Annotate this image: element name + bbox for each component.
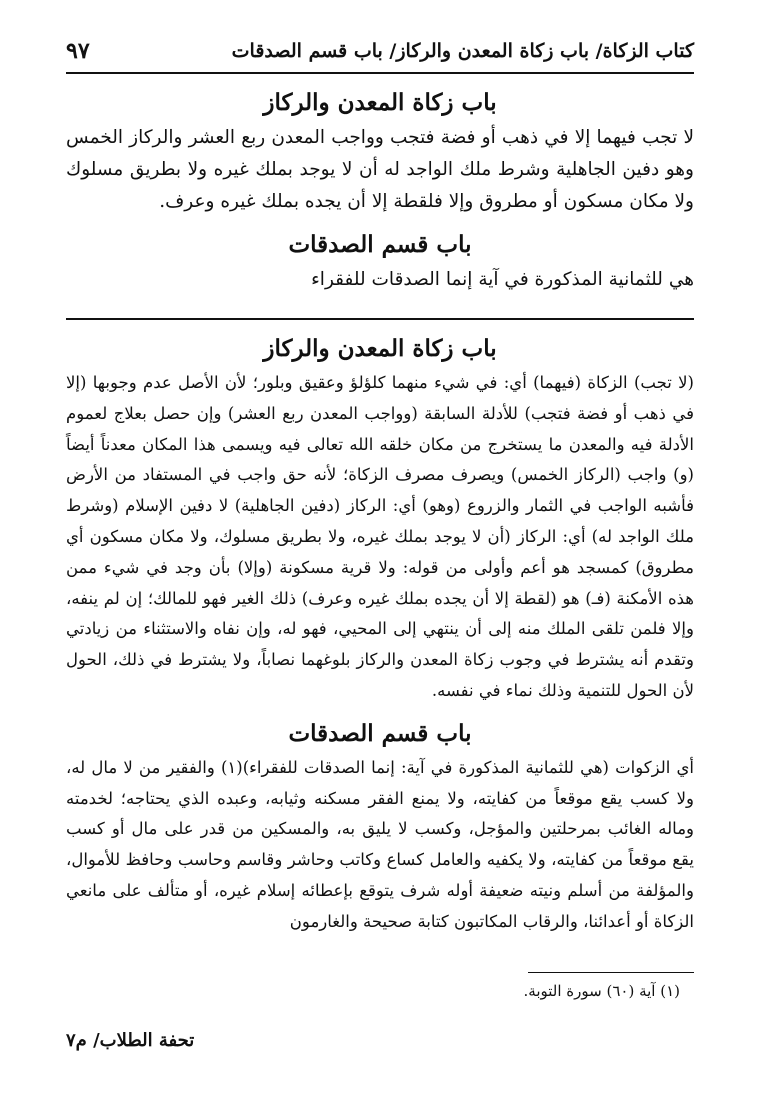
sharh-heading-2: باب قسم الصدقات [288, 719, 472, 747]
matn-paragraph-2: هي للثمانية المذكورة في آية إنما الصدقات للفقراء [311, 269, 694, 290]
page-number: ٩٧ [66, 38, 90, 64]
running-title: كتاب الزكاة/ باب زكاة المعدن والركاز/ باب قسم الصدقات [231, 40, 694, 62]
matn-heading-1: باب زكاة المعدن والركاز [263, 89, 497, 116]
footnote: (١) آية (٦٠) سورة التوبة. [523, 982, 680, 1000]
sharh-heading-1: باب زكاة المعدن والركاز [263, 335, 497, 362]
sharh-paragraph-1: (لا تجب) الزكاة (فيهما) أي: في شيء منهما كلؤلؤ وعقيق وبلور؛ لأن الأصل عدم وجوبها (إلا في ذهب أو فضة فتجب) للأدلة السابقة (وواجب المعدن ربع العشر) وإن حصل بعلاج لعموم الأدلة فيه والمعدن ما يستخرج من مكان خلقه الله تعالى فيه ويسمى هذا المكان معدناً أيضاً (و) واجب (الركاز الخمس) ويصرف مصرف الزكاة؛ لأنه حق واجب في المستفاد من الأرض فأشبه الواجب في الثمار والزروع (وهو) أي: الركاز (دفين الجاهلية) لا دفين الإسلام (وشرط ملك الواجد له) أي: الركاز (أن لا يوجد بملك غيره، ولا بطريق مسلوك، ولا مكان مسكون أي مطروق) كمسجد هو أعم وأولى من قوله: ولا قرية مسكونة (وإلا) بأن وجد في شيء ممن هذه الأمكنة (فـ) هو (لقطة إلا أن يجده بملك غيره وعرف) ذلك الغير فهو للمالك؛ إن لم ينفه، وإلا فلمن تلقى الملك منه إلى أن ينتهي إلى المحيي، فهو له، وإن نفاه والاستثناء من زيادتي وتقدم أنه يشترط في وجوب زكاة المعدن والركاز بلوغهما نصاباً، ولا يشترط في ذلك، الحول لأن الحول للتنمية وذلك نماء في نفسه. [66, 373, 694, 700]
matn-section [66, 84, 694, 296]
matn-heading-2: باب قسم الصدقات [288, 231, 472, 258]
matn-paragraph-1: لا تجب فيهما إلا في ذهب أو فضة فتجب وواجب المعدن ربع العشر والركاز الخمس وهو دفين الجاهلية وشرط ملك الواجد له أن لا يوجد بملك غيره ولا بطريق مسلوك ولا مكان مسكون أو مطروق وإلا فلقطة إلا أن يجده بملك غيره وعرف. [66, 127, 694, 212]
sharh-section [66, 330, 694, 938]
footnote-divider [528, 972, 694, 973]
printer-signature: تحفة الطلاب/ م٧ [66, 1030, 195, 1051]
section-divider [66, 318, 694, 320]
page-header [66, 30, 694, 74]
sharh-paragraph-2: أي الزكوات (هي للثمانية المذكورة في آية: إنما الصدقات للفقراء)(١) والفقير من لا مال له، ولا كسب يقع موقعاً من كفايته، ولا يمنع الفقر مسكنه وثيابه، وعبده الذي يحتاجه؛ لخدمته وماله الغائب بمرحلتين والمؤجل، وكسب لا يليق به، والمسكين من قدر على مال أو كسب يقع موقعاً من كفايته، ولا يكفيه والعامل كساع وكاتب وحاشر وقاسم وحاسب وحافظ للأموال، والمؤلفة من أسلم ونيته ضعيفة أوله شرف يتوقع بإعطائه إسلام غيره، أو متألف على مانعي الزكاة أو أعدائنا، والرقاب المكاتبون كتابة صحيحة والغارمون [66, 757, 694, 931]
